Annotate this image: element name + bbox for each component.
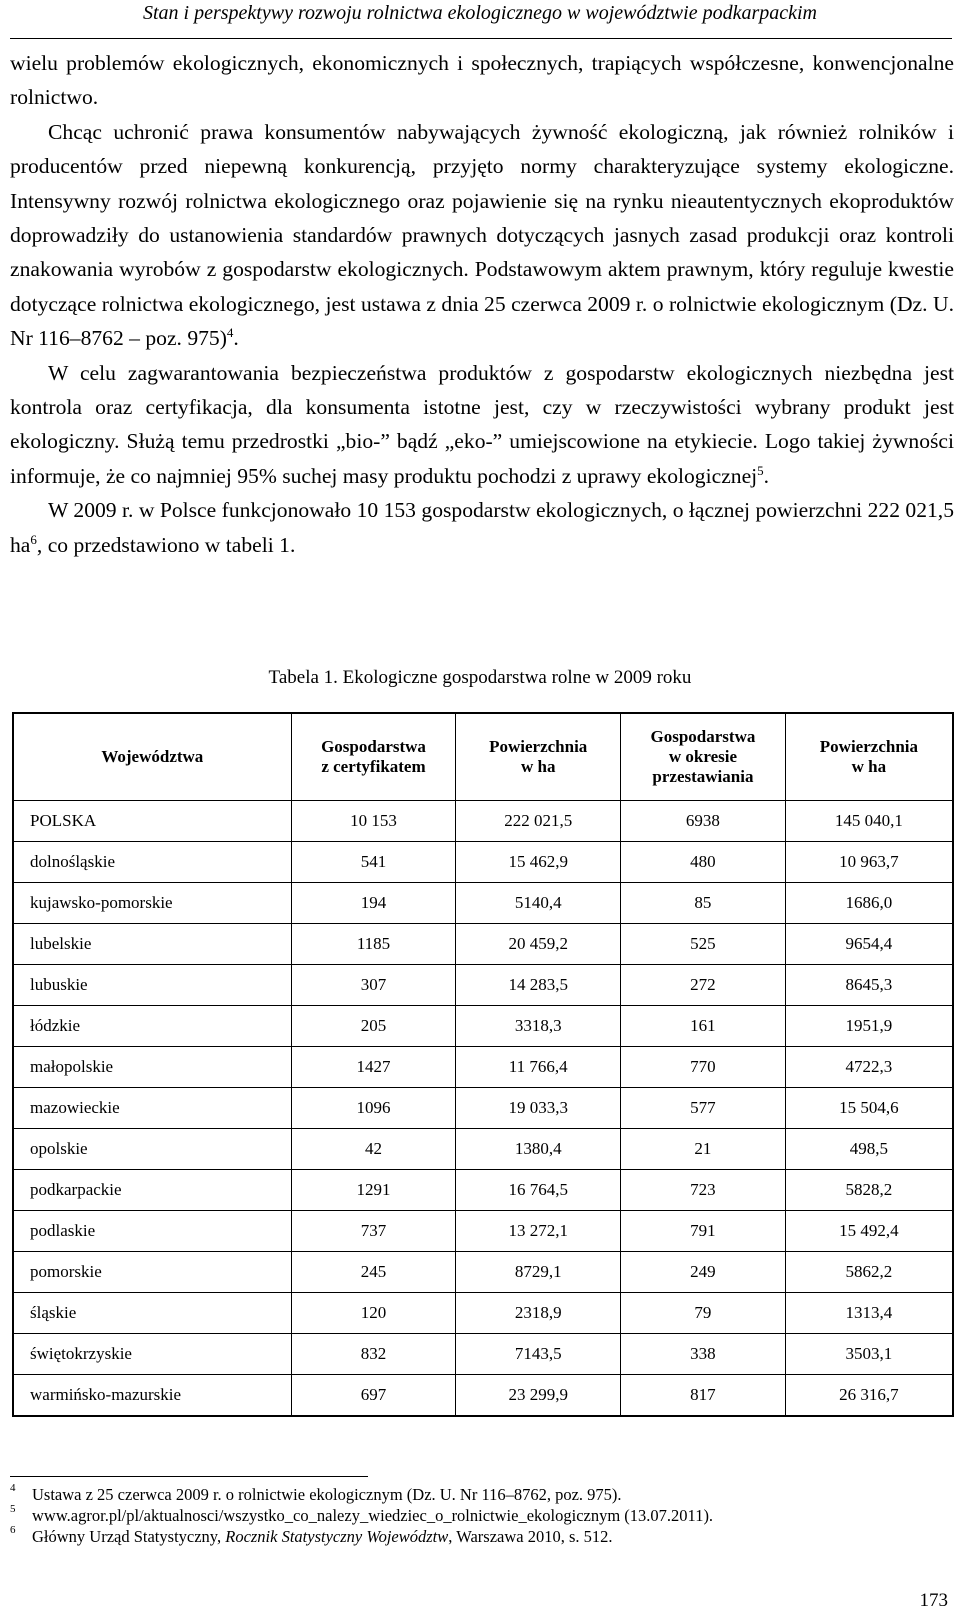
value-cell: 8645,3 [785, 965, 953, 1006]
value-cell: 307 [291, 965, 456, 1006]
region-cell: lubuskie [13, 965, 291, 1006]
column-header-line: Powierzchnia [489, 737, 588, 756]
region-cell: podlaskie [13, 1211, 291, 1252]
value-cell: 249 [621, 1252, 786, 1293]
footnote-mark: 6 [10, 1524, 16, 1536]
value-cell: 5828,2 [785, 1170, 953, 1211]
value-cell: 791 [621, 1211, 786, 1252]
value-cell: 1380,4 [456, 1129, 621, 1170]
column-header-line: w okresie [668, 747, 737, 766]
value-cell: 205 [291, 1006, 456, 1047]
region-cell: POLSKA [13, 801, 291, 842]
table-row [13, 924, 953, 965]
value-cell: 577 [621, 1088, 786, 1129]
value-cell: 79 [621, 1293, 786, 1334]
value-cell: 9654,4 [785, 924, 953, 965]
region-cell: mazowieckie [13, 1088, 291, 1129]
region-cell: kujawsko-pomorskie [13, 883, 291, 924]
value-cell: 697 [291, 1375, 456, 1417]
region-cell: dolnośląskie [13, 842, 291, 883]
value-cell: 14 283,5 [456, 965, 621, 1006]
value-cell: 19 033,3 [456, 1088, 621, 1129]
footnote-mark: 4 [10, 1482, 16, 1494]
column-header [621, 713, 786, 801]
value-cell: 272 [621, 965, 786, 1006]
value-cell: 23 299,9 [456, 1375, 621, 1417]
value-cell: 1951,9 [785, 1006, 953, 1047]
value-cell: 1185 [291, 924, 456, 965]
column-header-line: w ha [520, 757, 556, 776]
footnote-ref-6[interactable]: 6 [30, 531, 37, 547]
value-cell: 15 504,6 [785, 1088, 953, 1129]
value-cell: 6938 [621, 801, 786, 842]
region-cell: małopolskie [13, 1047, 291, 1088]
paragraph-2-end: . [233, 326, 239, 351]
table-body [13, 801, 953, 1417]
value-cell: 120 [291, 1293, 456, 1334]
farms-table [12, 712, 954, 1417]
table-row [13, 1211, 953, 1252]
running-header: Stan i perspektywy rozwoju rolnictwa ekologicznego w województwie podkarpackim [143, 2, 817, 24]
region-cell: świętokrzyskie [13, 1334, 291, 1375]
value-cell: 16 764,5 [456, 1170, 621, 1211]
table-row [13, 883, 953, 924]
value-cell: 525 [621, 924, 786, 965]
footnote-title: Rocznik Statystyczny Województw [225, 1527, 449, 1546]
table-caption: Tabela 1. Ekologiczne gospodarstwa rolne w 2009 roku [268, 667, 692, 688]
table-row [13, 1293, 953, 1334]
footnote-link[interactable]: www.agror.pl/pl/aktualnosci/wszystko_co_nalezy_wiedziec_o_rolnictwie_ekologicznym (13.07.2011). [32, 1506, 714, 1525]
table-row [13, 1047, 953, 1088]
value-cell: 817 [621, 1375, 786, 1417]
value-cell: 42 [291, 1129, 456, 1170]
footnote-4 [10, 1484, 713, 1505]
value-cell: 770 [621, 1047, 786, 1088]
value-cell: 1427 [291, 1047, 456, 1088]
value-cell: 21 [621, 1129, 786, 1170]
footnote-divider [10, 1476, 368, 1477]
value-cell: 723 [621, 1170, 786, 1211]
column-header [291, 713, 456, 801]
footnotes [10, 1484, 713, 1547]
column-header-line: Gospodarstwa [321, 737, 426, 756]
region-cell: łódzkie [13, 1006, 291, 1047]
value-cell: 20 459,2 [456, 924, 621, 965]
value-cell: 3318,3 [456, 1006, 621, 1047]
value-cell: 338 [621, 1334, 786, 1375]
footnote-5 [10, 1505, 713, 1526]
column-header-line: przestawiania [652, 767, 754, 786]
table-row [13, 1006, 953, 1047]
value-cell: 832 [291, 1334, 456, 1375]
table-row [13, 801, 953, 842]
value-cell: 5140,4 [456, 883, 621, 924]
value-cell: 737 [291, 1211, 456, 1252]
paragraph-4 [10, 493, 954, 562]
value-cell: 8729,1 [456, 1252, 621, 1293]
column-header-line: w ha [851, 757, 887, 776]
value-cell: 480 [621, 842, 786, 883]
value-cell: 1096 [291, 1088, 456, 1129]
table-row [13, 1375, 953, 1417]
value-cell: 26 316,7 [785, 1375, 953, 1417]
header-divider [10, 38, 952, 39]
column-header-line: Powierzchnia [819, 737, 918, 756]
footnote-ref-5[interactable]: 5 [757, 462, 764, 478]
value-cell: 245 [291, 1252, 456, 1293]
value-cell: 498,5 [785, 1129, 953, 1170]
paragraph-3 [10, 356, 954, 494]
column-header-line: z certyfikatem [321, 757, 426, 776]
value-cell: 1313,4 [785, 1293, 953, 1334]
paragraph-2-text: Chcąc uchronić prawa konsumentów nabywających żywność ekologiczną, jak również rolników i producentów przed niepewną konkurencją, przyjęto normy charakteryzujące systemy ekologiczne. Intensywny rozwój rolnictwa ekologicznego oraz pojawienie się na rynku nieautentycznych ekoproduktów doprowadziły do ustanowienia standardów prawnych dotyczących jasnych zasad produkcji oraz kontroli znakowania wyrobów z gospodarstw ekologicznych. Podstawowym aktem prawnym, który reguluje kwestie dotyczące rolnictwa ekologicznego, jest ustawa z dnia 25 czerwca 2009 r. o rolnictwie ekologicznym (Dz. U. Nr 116–8762 – poz. 975) [10, 119, 954, 351]
paragraph-2 [10, 115, 954, 356]
footnote-ref-4[interactable]: 4 [226, 325, 234, 341]
table-row [13, 1334, 953, 1375]
table-row [13, 1170, 953, 1211]
region-cell: podkarpackie [13, 1170, 291, 1211]
value-cell: 4722,3 [785, 1047, 953, 1088]
value-cell: 85 [621, 883, 786, 924]
table-row [13, 965, 953, 1006]
paragraph-3-end: . [763, 463, 770, 488]
value-cell: 194 [291, 883, 456, 924]
value-cell: 1686,0 [785, 883, 953, 924]
column-header-line: Gospodarstwa [650, 727, 756, 746]
region-cell: pomorskie [13, 1252, 291, 1293]
value-cell: 10 153 [291, 801, 456, 842]
value-cell: 7143,5 [456, 1334, 621, 1375]
value-cell: 541 [291, 842, 456, 883]
value-cell: 15 462,9 [456, 842, 621, 883]
region-cell: opolskie [13, 1129, 291, 1170]
value-cell: 11 766,4 [456, 1047, 621, 1088]
page-number: 173 [919, 1590, 948, 1611]
table-row [13, 1252, 953, 1293]
value-cell: 145 040,1 [785, 801, 953, 842]
column-header-line: Województwa [101, 747, 204, 766]
footnote-text: Ustawa z 25 czerwca 2009 r. o rolnictwie ekologicznym (Dz. U. Nr 116–8762, poz. 975). [32, 1485, 622, 1504]
paragraph-3-text: W celu zagwarantowania bezpieczeństwa produktów z gospodarstw ekologicznych niezbędna jest kontrola oraz certyfikacja, dla konsumenta istotne jest, czy w rzeczywistości wybrany produkt jest ekologiczny. Służą temu przedrostki „bio-” bądź „eko-” umiejscowione na etykiecie. Logo takiej żywności informuje, że co najmniej 95% suchej masy produktu pochodzi z uprawy ekologicznej [10, 360, 954, 488]
column-header [456, 713, 621, 801]
footnote-6 [10, 1526, 713, 1547]
value-cell: 1291 [291, 1170, 456, 1211]
region-cell: warmińsko-mazurskie [13, 1375, 291, 1417]
value-cell: 10 963,7 [785, 842, 953, 883]
region-cell: śląskie [13, 1293, 291, 1334]
value-cell: 3503,1 [785, 1334, 953, 1375]
value-cell: 161 [621, 1006, 786, 1047]
region-cell: lubelskie [13, 924, 291, 965]
table-header-row [13, 713, 953, 801]
table-row [13, 842, 953, 883]
paragraph-1: wielu problemów ekologicznych, ekonomicznych i społecznych, trapiących współczesne, konwencjonalne rolnictwo. [10, 51, 954, 110]
value-cell: 13 272,1 [456, 1211, 621, 1252]
footnote-text: , Warszawa 2010, s. 512. [448, 1527, 613, 1546]
value-cell: 5862,2 [785, 1252, 953, 1293]
footnote-text: Główny Urząd Statystyczny, [32, 1527, 226, 1546]
table-row [13, 1088, 953, 1129]
body-text [10, 46, 954, 562]
column-header [13, 713, 291, 801]
table-row [13, 1129, 953, 1170]
value-cell: 15 492,4 [785, 1211, 953, 1252]
column-header [785, 713, 953, 801]
paragraph-4-end: , co przedstawiono w tabeli 1. [36, 532, 296, 557]
paragraph-4-text: W 2009 r. w Polsce funkcjonowało 10 153 gospodarstw ekologicznych, o łącznej powierzchni 222 021,5 ha [10, 498, 954, 557]
value-cell: 222 021,5 [456, 801, 621, 842]
value-cell: 2318,9 [456, 1293, 621, 1334]
footnote-mark: 5 [10, 1503, 16, 1515]
